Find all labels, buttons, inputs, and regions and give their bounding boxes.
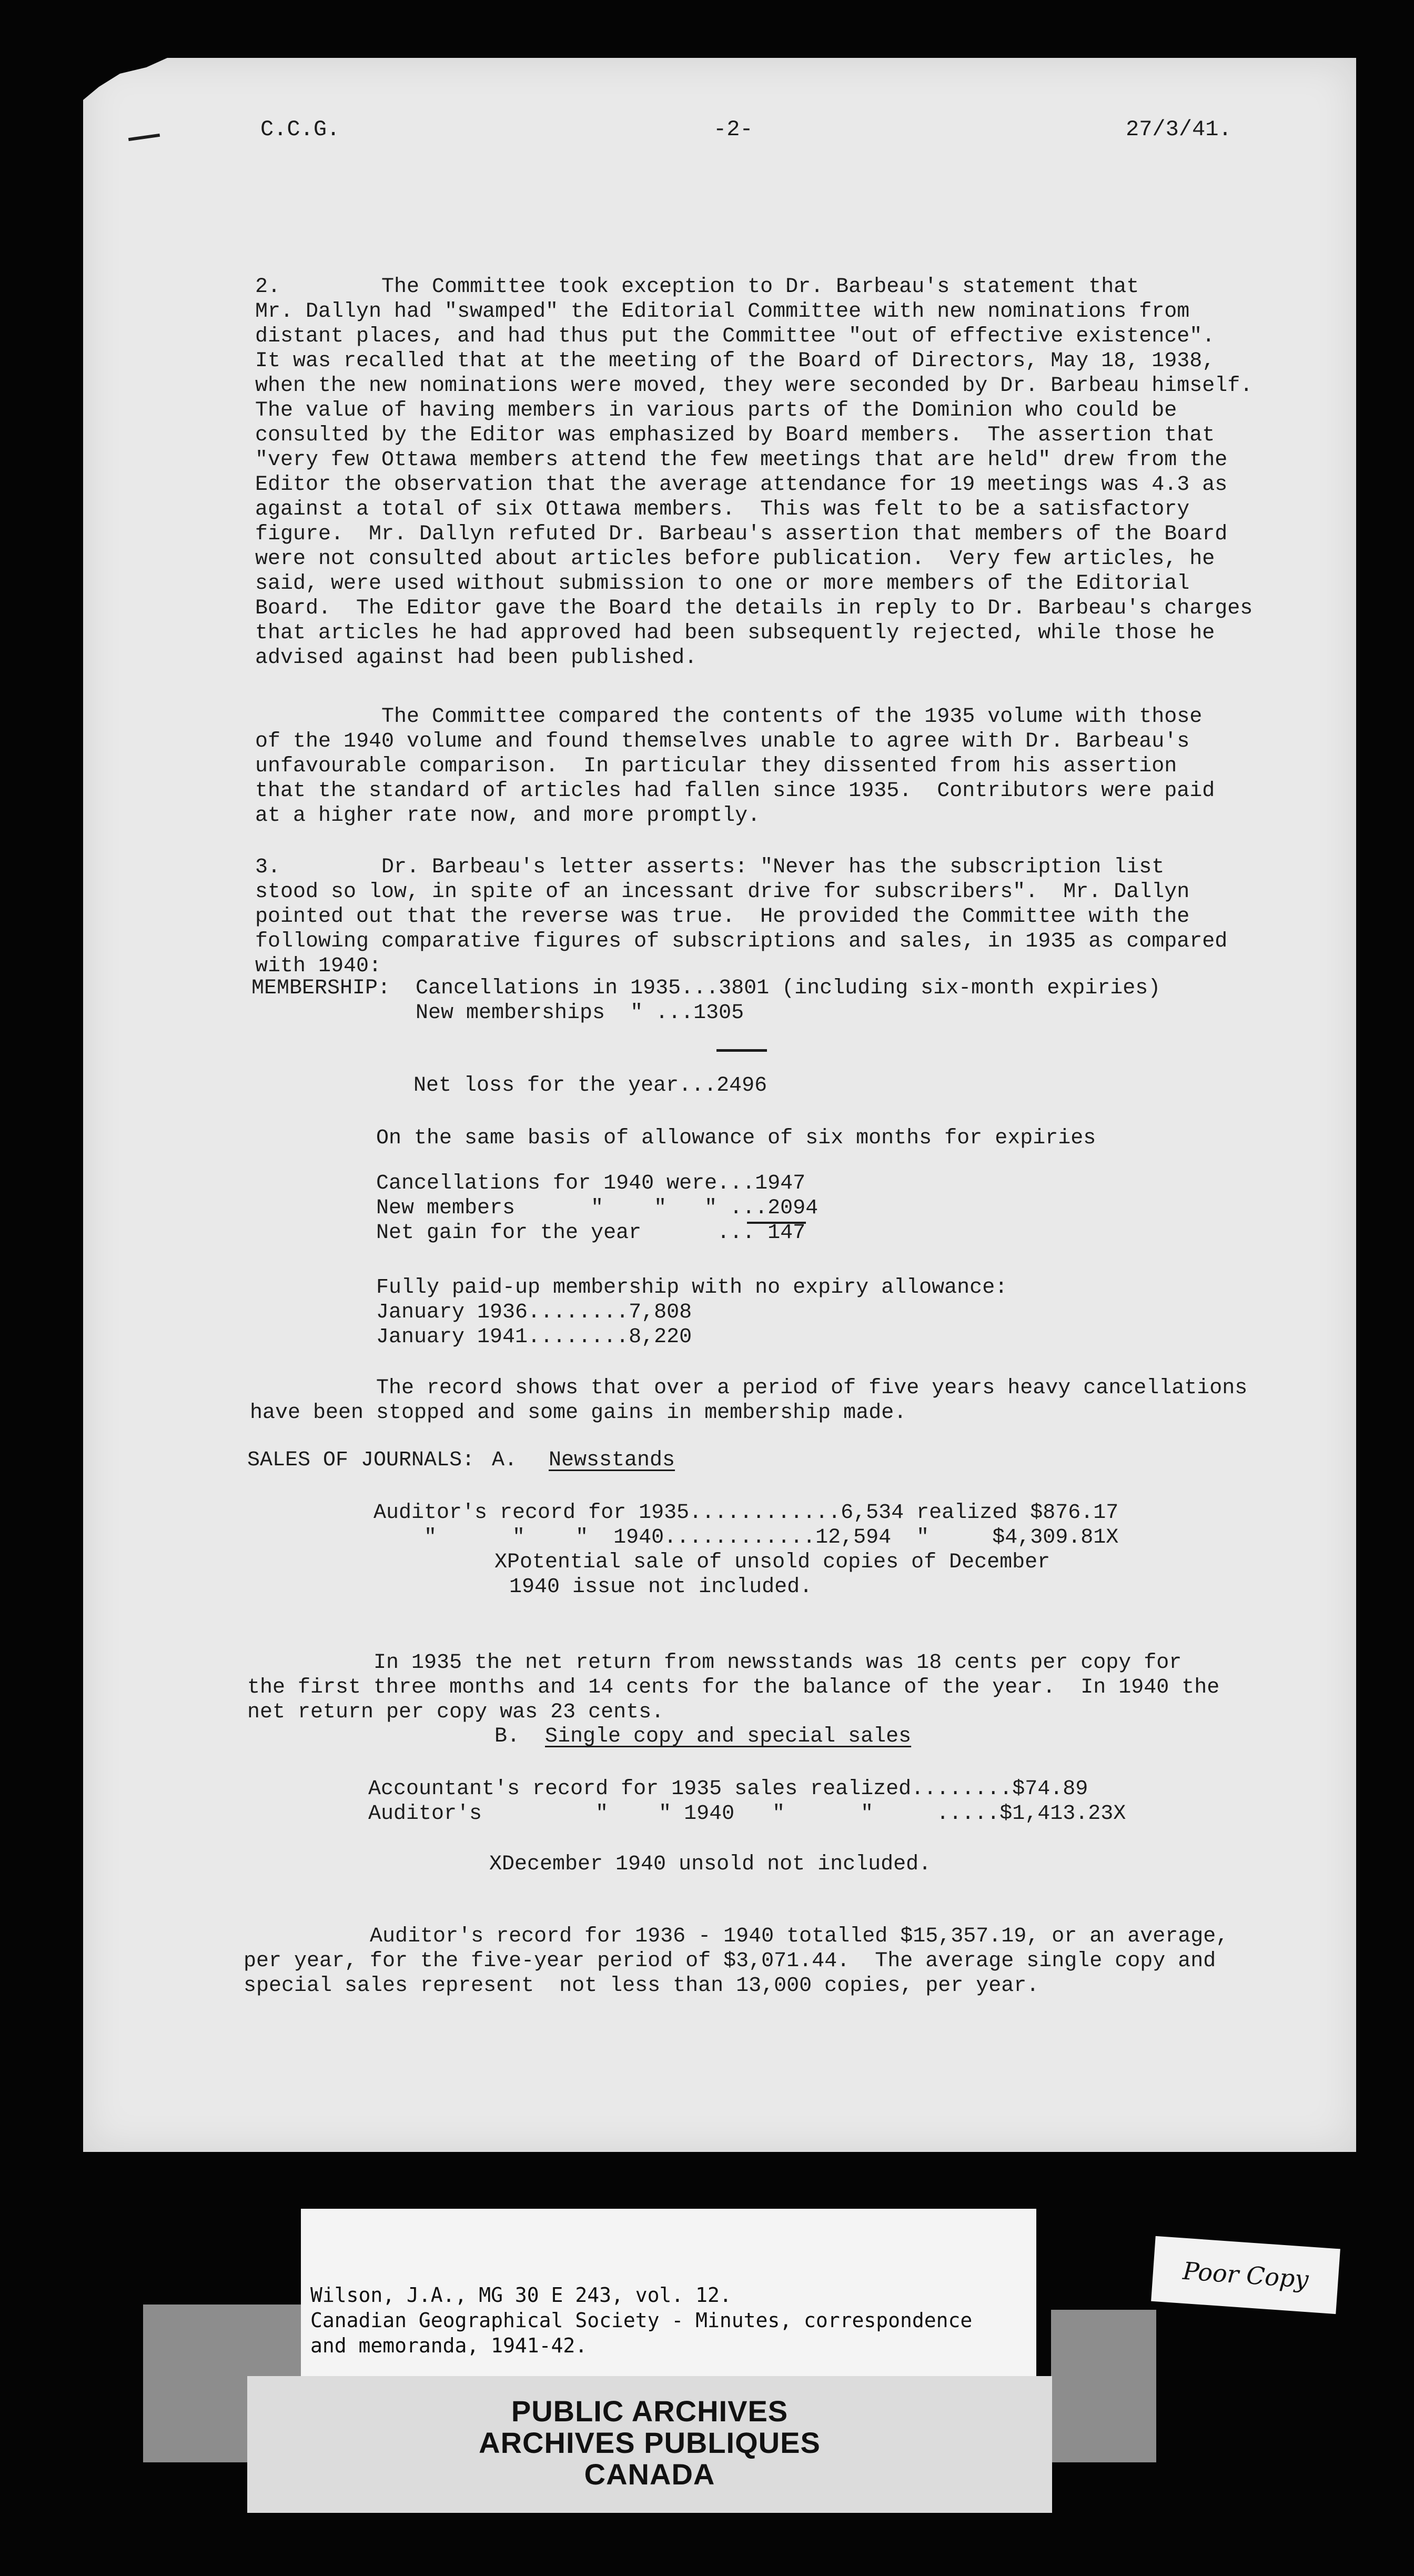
text-line: that articles he had approved had been subsequently rejected, while those he xyxy=(255,621,1215,645)
single-copy-note: XDecember 1940 unsold not included. xyxy=(489,1853,932,1876)
text-line: special sales represent not less than 13,000 copies, per year. xyxy=(244,1974,1039,1998)
stamp-line-3: CANADA xyxy=(584,2458,715,2491)
text-line: following comparative figures of subscriptions and sales, in 1935 as compared xyxy=(255,930,1228,953)
archive-reference: Wilson, J.A., MG 30 E 243, vol. 12. xyxy=(310,2283,732,2307)
sum-rule xyxy=(716,1049,767,1052)
section-b-prefix: B. xyxy=(494,1725,520,1748)
archive-description-cont: and memoranda, 1941-42. xyxy=(310,2334,588,2357)
archive-description: Canadian Geographical Society - Minutes, correspondence xyxy=(310,2309,973,2332)
newsstand-1935: Auditor's record for 1935............6,534 realized $876.17 xyxy=(373,1501,1119,1525)
single-copy-1940: Auditor's " " 1940 " " .....$1,413.23X xyxy=(368,1802,1126,1826)
text-line: at a higher rate now, and more promptly. xyxy=(255,804,761,828)
section-a-prefix: A. xyxy=(492,1448,518,1472)
january-1941: January 1941........8,220 xyxy=(376,1325,692,1349)
cancellations-1940: Cancellations for 1940 were...1947 xyxy=(376,1172,806,1195)
text-line: It was recalled that at the meeting of the Board of Directors, May 18, 1938, xyxy=(255,349,1215,373)
header-date: 27/3/41. xyxy=(1126,117,1232,142)
page-number: -2- xyxy=(713,117,753,142)
record-line-2: have been stopped and some gains in membership made. xyxy=(250,1401,907,1425)
text-line: figure. Mr. Dallyn refuted Dr. Barbeau's assertion that members of the Board xyxy=(255,522,1228,546)
text-line: consulted by the Editor was emphasized by Board members. The assertion that xyxy=(255,424,1215,447)
poor-copy-note: Poor Copy xyxy=(1151,2236,1340,2314)
text-line: of the 1940 volume and found themselves unable to agree with Dr. Barbeau's xyxy=(255,730,1190,753)
text-line: The value of having members in various parts of the Dominion who could be xyxy=(255,399,1177,422)
card-flap-right xyxy=(1051,2310,1156,2462)
header-left: C.C.G. xyxy=(260,117,340,142)
text-line: stood so low, in spite of an incessant drive for subscribers". Mr. Dallyn xyxy=(255,880,1190,904)
text-line: 2. The Committee took exception to Dr. Barbeau's statement that xyxy=(255,275,1139,299)
membership-new-1935: New memberships " ...1305 xyxy=(416,1001,744,1025)
text-line: "very few Ottawa members attend the few meetings that are held" drew from the xyxy=(255,448,1228,472)
text-line: unfavourable comparison. In particular they dissented from his assertion xyxy=(255,754,1177,778)
text-line: when the new nominations were moved, they were seconded by Dr. Barbeau himself. xyxy=(255,374,1253,398)
text-line: Editor the observation that the average attendance for 19 meetings was 4.3 as xyxy=(255,473,1228,497)
text-line: said, were used without submission to one or more members of the Editorial xyxy=(255,572,1190,596)
torn-corner xyxy=(83,58,167,100)
record-line-1: The record shows that over a period of five years heavy cancellations xyxy=(250,1376,1248,1400)
text-line: distant places, and had thus put the Committee "out of effective existence". xyxy=(255,325,1215,348)
text-line: advised against had been published. xyxy=(255,646,698,670)
paragraph-2 xyxy=(255,250,1253,695)
text-line: Board. The Editor gave the Board the details in reply to Dr. Barbeau's charges xyxy=(255,597,1253,620)
text-line: per year, for the five-year period of $3,071.44. The average single copy and xyxy=(244,1949,1216,1973)
new-members-1940: New members " " " ...2094 xyxy=(376,1196,819,1220)
newsstands-heading: Newsstands xyxy=(549,1448,675,1472)
text-line: Auditor's record for 1936 - 1940 totalled $15,357.19, or an average, xyxy=(244,1925,1229,1948)
text-line: were not consulted about articles before publication. Very few articles, he xyxy=(255,547,1215,571)
final-paragraph xyxy=(244,1899,1228,2023)
allowance-basis-line: On the same basis of allowance of six months for expiries xyxy=(376,1126,1096,1150)
text-line: that the standard of articles had fallen since 1935. Contributors were paid xyxy=(255,779,1215,803)
fully-paid-heading: Fully paid-up membership with no expiry allowance: xyxy=(376,1276,1008,1300)
text-line: net return per copy was 23 cents. xyxy=(247,1700,664,1724)
membership-label: MEMBERSHIP: xyxy=(251,977,391,1000)
paragraph-volume-comparison xyxy=(255,680,1215,853)
text-line: 3. Dr. Barbeau's letter asserts: "Never has the subscription list xyxy=(255,856,1165,879)
net-gain-1940: Net gain for the year ... 147 xyxy=(376,1221,806,1245)
newsstand-1940: " " " 1940............12,594 " $4,309.81X xyxy=(373,1526,1119,1549)
single-copy-heading: Single copy and special sales xyxy=(545,1725,912,1748)
single-copy-1935: Accountant's record for 1935 sales realized........$74.89 xyxy=(368,1777,1088,1801)
membership-cancellations-1935: Cancellations in 1935...3801 (including six-month expiries) xyxy=(416,977,1161,1000)
stamp-line-2: ARCHIVES PUBLIQUES xyxy=(479,2426,821,2459)
newsstand-note-1: XPotential sale of unsold copies of December xyxy=(494,1551,1051,1574)
archive-card-text xyxy=(310,2257,972,2383)
newsstand-note-2: 1940 issue not included. xyxy=(509,1575,813,1599)
text-line: The Committee compared the contents of the 1935 volume with those xyxy=(255,705,1203,729)
text-line: the first three months and 14 cents for the balance of the year. In 1940 the xyxy=(247,1676,1220,1699)
text-line: Mr. Dallyn had "swamped" the Editorial Committee with new nominations from xyxy=(255,300,1190,324)
net-loss-line: Net loss for the year...2496 xyxy=(413,1074,767,1098)
text-line: pointed out that the reverse was true. He provided the Committee with the xyxy=(255,905,1190,929)
january-1936: January 1936........7,808 xyxy=(376,1301,692,1324)
text-line: against a total of six Ottawa members. This was felt to be a satisfactory xyxy=(255,498,1190,521)
text-line: In 1935 the net return from newsstands was 18 cents per copy for xyxy=(247,1651,1182,1675)
stamp-line-1: PUBLIC ARCHIVES xyxy=(511,2394,789,2428)
sales-label: SALES OF JOURNALS: xyxy=(247,1448,475,1472)
text-line: with 1940: xyxy=(255,954,382,978)
